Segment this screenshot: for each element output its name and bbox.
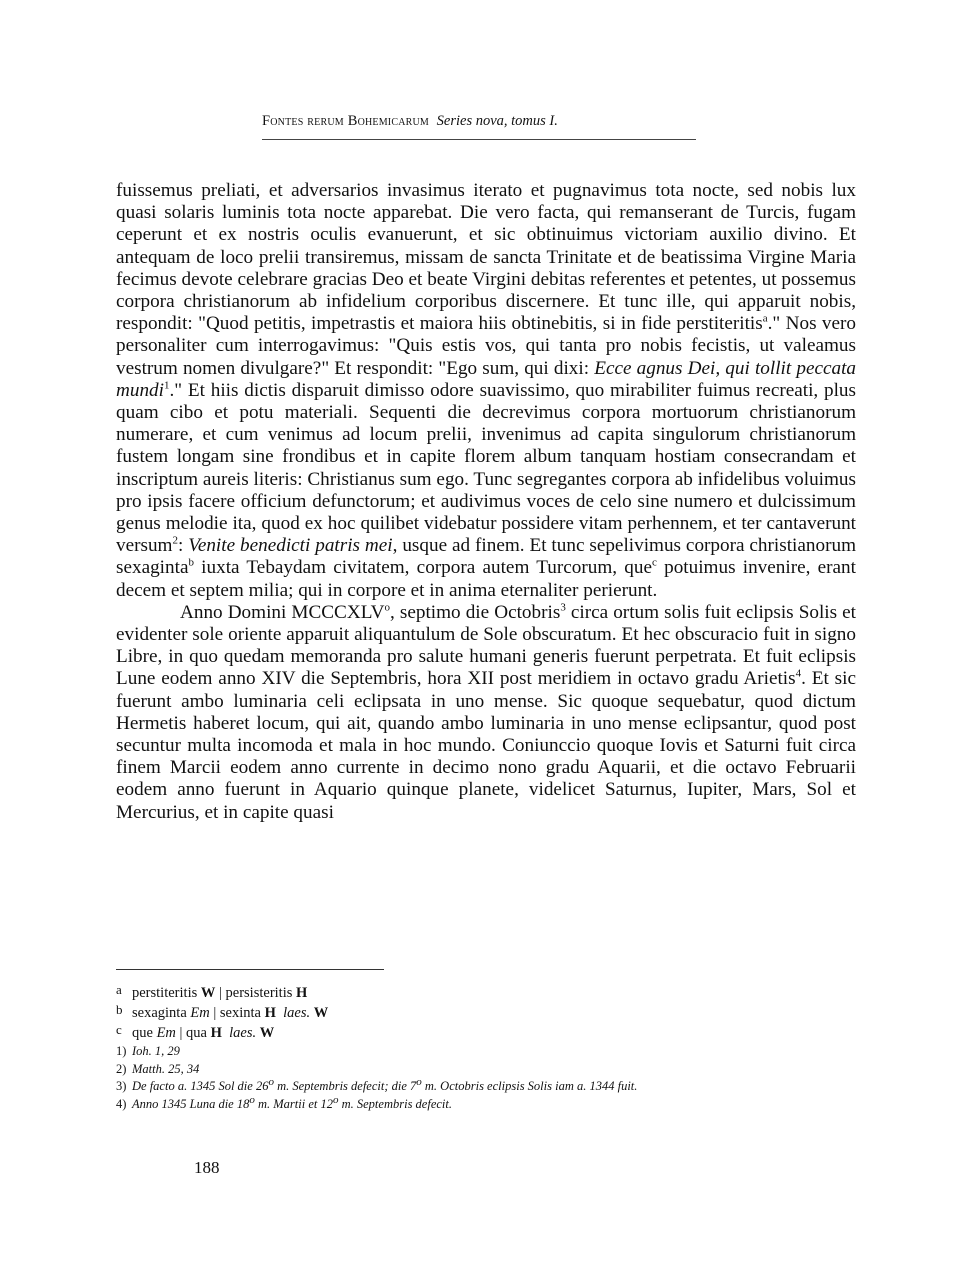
critical-note-c [116, 1023, 856, 1043]
note-text-run: Anno 1345 Luna die 18 [132, 1096, 250, 1111]
text-run: . Et sic fuerunt ambo luminaria celi eclipsata in uno mense. Sic quoque sequebatur, quod dictum Hermetis haberet locum, qui ait, quando ambo luminaria in uno mense eclipsantur, quod post secuntur multa incomoda et mala in hoc mundo. Coniunccio quoque Iovis et Saturni fuit circa finem Marcii eodem anno currente in decimo nono gradu Aquarii, et die octavo Februarii eodem anno fuerunt in Aquario quinque planete, videlicet Saturnus, Iupiter, Mars, Sol et Mercurius, et in capite quasi [116, 668, 857, 823]
header-series: Fontes rerum Bohemicarum [262, 113, 430, 129]
siglum: W [200, 985, 216, 1001]
note-lemma: sexaginta [132, 1005, 191, 1021]
text-run: ." Nos vero personaliter cum interrogavimus: "Quis estis vos, qui tanta pro nobis fecistis, ut valeamus vestrum nomen divulgare?" Et respondit: "Ego sum, qui dixi: [116, 313, 857, 379]
note-laes: laes. [229, 1025, 257, 1041]
ordinal-mark: o [268, 1075, 274, 1088]
note-text: Matth. 25, 34 [132, 1061, 200, 1076]
note-mark: c [116, 1022, 122, 1037]
note-variant: | sexinta [209, 1005, 265, 1021]
paragraph-1 [116, 180, 856, 602]
ordinal-mark: o [416, 1075, 422, 1088]
paragraph-2 [116, 602, 856, 824]
ordinal-mark: o [332, 1093, 339, 1106]
source-note-1 [116, 1043, 856, 1061]
ordinal-mark: o [384, 601, 391, 614]
ordinal-mark: o [249, 1093, 255, 1106]
siglum: H [296, 985, 308, 1001]
note-number: 4) [116, 1096, 127, 1111]
text-run: potuimus invenire, erant decem et septem milia; qui in corpore et in anima eternaliter perierunt. [116, 557, 856, 601]
quote-venite-benedicti: Venite benedicti patris mei [188, 535, 393, 557]
text-run: circa ortum solis fuit eclipsis Solis et evidenter sole oriente apparuit aliquantulum de Sole obscuratum. Et hec obscuracio fuit in signo Libre, in quo quedam memoranda pro salute humani generis fuerunt perpetrata. Et fuit eclipsis Lune eodem anno XIV die Septembris, hora XII post meridiem in octavo gradu Arietis [116, 601, 856, 690]
note-lemma: que [132, 1025, 157, 1041]
critical-note-a [116, 983, 856, 1003]
siglum: H [210, 1025, 222, 1041]
text-run: iuxta Tebaydam civitatem, corpora autem Turcorum, que [193, 557, 652, 579]
siglum-em: Em [190, 1005, 210, 1021]
note-variant: | persisteritis [215, 985, 297, 1001]
page-number: 188 [194, 1158, 220, 1177]
text-run: ." Et hiis dictis disparuit dimisso odore suavissimo, quo mirabiliter fuimus recreati, plus quam cibo et potu materiali. Sequenti die decrevimus corpora mortuorum christianorum numerare, et cum venimus ad locum prelii, invenimus ad capita singulorum christianorum fustem longam sine frondibus et in capite florem album tanquam hostiam consecrandam et inscriptum aureis literis: Christianus sum ego. Tunc segregantes corpora ab infidelibus voluimus pro ipsis facere officium defunctorum; et audivimus voces de celo sine numero et dulcissimum genus melodie ita, quod ex hoc quilibet videbatur possidere vitam perhennem, et ter cantaverunt versum [116, 379, 856, 557]
note-text [132, 1075, 638, 1093]
note-variant: | qua [175, 1025, 211, 1041]
source-note-ref-1: 1 [163, 379, 170, 392]
critical-note-ref-b: b [188, 557, 194, 570]
note-text-run: m. Septembris defecit; die 7 [273, 1079, 417, 1093]
note-text-run: m. Septembris defecit. [338, 1096, 452, 1111]
critical-note-ref-a: a [762, 312, 768, 325]
siglum: W [259, 1025, 275, 1041]
note-text-run: m. Martii et 12 [254, 1096, 333, 1111]
siglum-em: Em [156, 1025, 176, 1041]
header-volume: Series nova, tomus I. [436, 113, 558, 129]
note-laes: laes. [283, 1005, 311, 1021]
text-run: , usque ad finem. Et tunc sepelivimus corpora christianorum sexaginta [116, 535, 856, 579]
note-mark: b [116, 1002, 123, 1017]
text-run: Anno Domini MCCCXLV [180, 601, 385, 623]
footnote-rule [116, 969, 384, 970]
siglum: H [264, 1005, 276, 1021]
source-note-3 [116, 1075, 856, 1096]
note-lemma: perstiteritis [132, 985, 201, 1001]
note-text: Ioh. 1, 29 [132, 1044, 180, 1058]
text-run: fuissemus preliati, et adversarios invasimus iterato et pugnavimus tota nocte, sed nobis lux quasi solaris luminis tota nocte apparebat. Die vero facta, qui remanserant de Turcis, fugam ceperunt et ex nostris oculis evanuerunt, et sic obtinuimus victoriam auxilio divino. Et antequam de loco prelii transiremus, missam de sancta Trinitate et de beatissima Virgine Maria fecimus devote celebrare gracias Deo et beate Virgini debitas referentes et petentes, ut possemus corpora christianorum ab infidelium corporibus discernere. Et tunc ille, qui apparuit nobis, respondit: "Quod petitis, impetrastis et maiora hiis obtinebitis, si in fide perstiteritis [116, 180, 856, 335]
source-note-2 [116, 1061, 856, 1079]
quote-ecce-agnus: Ecce agnus Dei, qui tollit peccata mundi [116, 357, 857, 401]
text-run: , septimo die Octobris [390, 601, 561, 623]
note-text [132, 1093, 452, 1111]
note-text-run: m. Octobris eclipsis Solis iam a. 1344 fuit. [421, 1079, 638, 1093]
note-number: 1) [116, 1044, 127, 1058]
critical-note-b [116, 1003, 856, 1023]
note-number: 2) [116, 1061, 127, 1076]
siglum: W [313, 1005, 329, 1021]
source-note-ref-3: 3 [560, 601, 566, 614]
source-note-ref-2: 2 [172, 534, 178, 547]
note-number: 3) [116, 1079, 127, 1093]
text-run: : [178, 535, 189, 557]
main-text [116, 180, 856, 824]
note-mark: a [116, 982, 122, 997]
note-text-run: De facto a. 1345 Sol die 26 [132, 1079, 269, 1093]
critical-note-ref-c: c [652, 557, 657, 570]
footnotes [116, 983, 856, 1113]
source-note-4 [116, 1093, 856, 1114]
source-note-ref-4: 4 [795, 668, 802, 681]
running-header [262, 113, 696, 140]
